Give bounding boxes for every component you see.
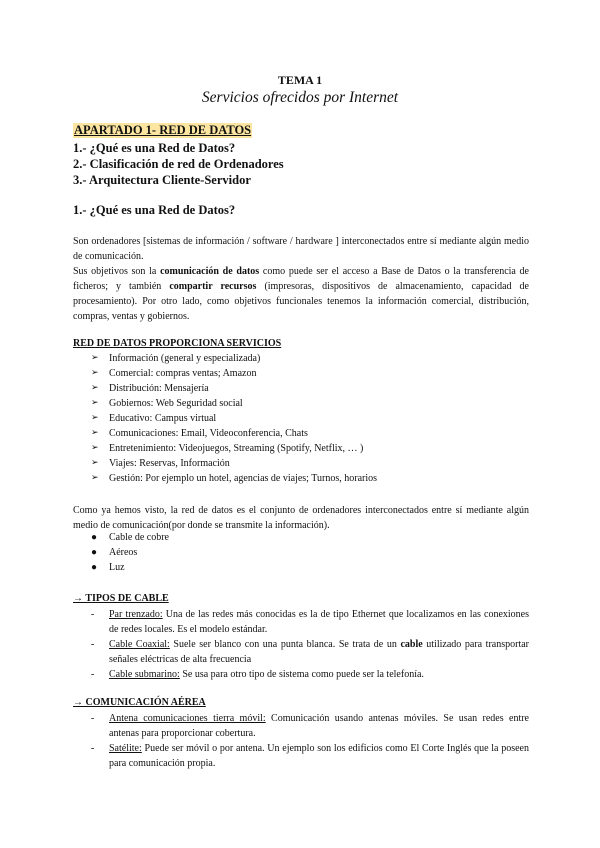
objectives-bold: compartir recursos	[169, 281, 257, 292]
bullet-icon: ●	[91, 547, 98, 558]
toc-item: 2.- Clasificación de red de Ordenadores	[73, 157, 284, 171]
list-item: ➢ Distribución: Mensajería	[91, 383, 209, 394]
list-item: ➢ Entretenimiento: Videojuegos, Streaming (Spotify, Netflix, … )	[91, 443, 364, 454]
arrowhead-icon: ➢	[91, 353, 99, 363]
document-page: TEMA 1 Servicios ofrecidos por Internet APARTADO 1- RED DE DATOS 1.- ¿Qué es una Red de Datos? 2.- Clasificación de red de Ordenadores 3.- Arquitectura Cliente-Servidor 1.- ¿Qué es una Red de Datos? Son ordenadores [sistemas de información / software / hardware ] interconectados entre sí mediante algún medio de comunicación. Sus objetivos son la comunicación de datos como puede ser el acceso a Base de Datos o la transferencia de ficheros; y también compartir recursos (impresoras, dispositivos de almacenamiento, capacidad de procesamiento). Por otro lado, como objetivos funcionales tenemos la información comercial, distribución, compras, ventas y gobiernos. RED DE DATOS PROPORCIONA SERVICIOS ➢ Información (general y especializada) ➢ Comercial: compras ventas; Amazon ➢ Distribución: Mensajería ➢ Gobiernos: Web Seguridad social ➢ Educativo: Campus virtual ➢ Comunicaciones: Email, Videoconferencia, Chats ➢ Entretenimiento: Videojuegos, Streaming (Spotify, Netflix, … ) ➢ Viajes: Reservas, Información ➢ Gestión: Por ejemplo un hotel, agencias de viajes; Turnos, horarios Como ya hemos visto, la red de datos es el conjunto de ordenadores interconectados entre sí mediante algún medio de comunicación(por donde se transmite la información). ● Cable de cobre ● Aéreos ● Luz → TIPOS DE CABLE - Par trenzado: Una de las redes más conocidas es la de tipo Ethernet que localizamos en las conexiones de redes locales. Es el modelo estándar. - Cable Coaxial: Suele ser blanco con una punta blanca. Se trata de un cable utilizado para transportar señales eléctricas de alta frecuencia - Cable submarino: Se usa para otro tipo de sistema como puede ser la telefonía. → COMUNICACIÓN AÉREA - Antena comunicaciones tierra móvil: Comunicación usando antenas móviles. Se usan redes entre antenas para proporcionar cobertura. - Satélite: Puede ser móvil o por antena. Un ejemplo son los edificios como El Corte Inglés que la poseen para comunicación propia.	[0, 0, 600, 848]
term: Antena comunicaciones tierra móvil:	[109, 713, 266, 724]
bullet-icon: ●	[91, 562, 98, 573]
arrowhead-icon: ➢	[91, 443, 99, 453]
cable-heading: → TIPOS DE CABLE	[73, 593, 169, 604]
list-item: ➢ Gobiernos: Web Seguridad social	[91, 398, 243, 409]
list-item: ● Luz	[91, 562, 125, 573]
arrowhead-icon: ➢	[91, 413, 99, 423]
list-item: ➢ Gestión: Por ejemplo un hotel, agencias de viajes; Turnos, horarios	[91, 473, 378, 484]
page-title: TEMA 1	[277, 73, 323, 87]
arrowhead-icon: ➢	[91, 398, 99, 408]
dash-icon: -	[91, 639, 95, 650]
dash-icon: -	[91, 743, 95, 754]
list-item: ● Aéreos	[91, 547, 138, 558]
media-paragraph: Como ya hemos visto, la red de datos es el conjunto de ordenadores interconectados entre sí mediante algún medio de comunicación(por donde se transmite la información).	[73, 505, 529, 531]
arrowhead-icon: ➢	[91, 458, 99, 468]
dash-icon: -	[91, 669, 95, 680]
intro-paragraph	[73, 234, 529, 324]
objectives-bold: comunicación de datos	[160, 266, 260, 277]
dash-icon: -	[91, 609, 95, 620]
arrowhead-icon: ➢	[91, 428, 99, 438]
list-item: ➢ Comunicaciones: Email, Videoconferencia, Chats	[91, 428, 308, 439]
list-item: ● Cable de cobre	[91, 532, 169, 543]
dash-icon: -	[91, 713, 95, 724]
arrowhead-icon: ➢	[91, 383, 99, 393]
services-heading: RED DE DATOS PROPORCIONA SERVICIOS	[73, 338, 282, 349]
arrowhead-icon: ➢	[91, 473, 99, 483]
section-heading: 1.- ¿Qué es una Red de Datos?	[73, 203, 236, 217]
list-item: ➢ Comercial: compras ventas; Amazon	[91, 368, 257, 379]
list-item: ➢ Viajes: Reservas, Información	[91, 458, 230, 469]
toc-item: 1.- ¿Qué es una Red de Datos?	[73, 141, 236, 155]
aerea-heading: → COMUNICACIÓN AÉREA	[73, 697, 206, 708]
page-subtitle: Servicios ofrecidos por Internet	[201, 89, 399, 106]
arrowhead-icon: ➢	[91, 368, 99, 378]
objectives-text: Sus objetivos son la	[73, 266, 161, 277]
list-item: ➢ Información (general y especializada)	[91, 353, 261, 364]
toc-item: 3.- Arquitectura Cliente-Servidor	[73, 173, 251, 187]
term: Cable submarino:	[109, 669, 180, 680]
term: Satélite:	[109, 743, 142, 754]
bullet-icon: ●	[91, 532, 98, 543]
objectives-text: (impresoras, dispositivos de almacenamiento, capacidad de procesamiento). Por otro lado, como objetivos funcionales tenemos la información comercial, distribución, compras, ventas y gobiernos.	[73, 281, 529, 322]
list-item: ➢ Educativo: Campus virtual	[91, 413, 217, 424]
apartado-heading: APARTADO 1- RED DE DATOS	[74, 123, 252, 137]
term: Par trenzado:	[109, 609, 163, 620]
objectives-text: como puede ser el acceso a Base de Datos o la transferencia de ficheros; y también	[73, 266, 529, 292]
intro-sentence: Son ordenadores [sistemas de información / software / hardware ] interconectados entre sí mediante algún medio de comunicación.	[73, 236, 529, 262]
term: Cable Coaxial:	[109, 639, 170, 650]
